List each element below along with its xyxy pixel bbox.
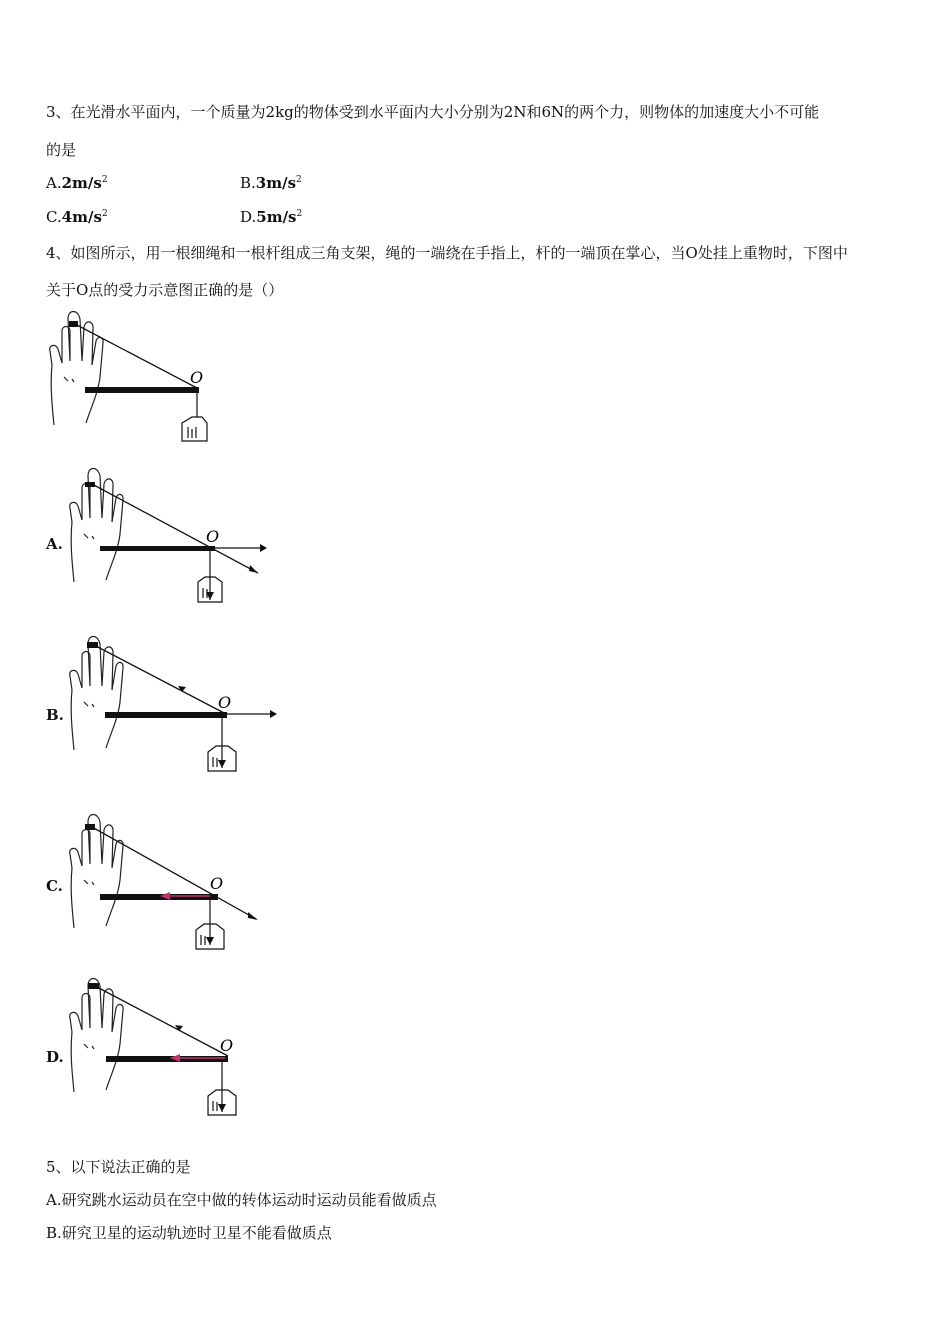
rod-bar [106, 1056, 228, 1062]
option-sup: 2 [101, 209, 108, 219]
rod-bar [105, 712, 227, 718]
o-point-label: O [220, 1036, 234, 1055]
q3-stem-line2: 的是 [46, 141, 77, 159]
option-label: D. [240, 208, 257, 226]
rod-bar [100, 546, 215, 551]
hand-illustration [70, 637, 123, 751]
q4-option-c-figure [60, 808, 280, 953]
q4-option-d-label: D. [46, 1048, 64, 1066]
hand-illustration [50, 312, 103, 426]
option-label: B. [240, 174, 256, 192]
o-point-label: O [218, 693, 232, 712]
q4-option-c-label: C. [46, 877, 63, 895]
option-value: 2m/s [61, 174, 102, 192]
q4-stem-line2: 关于O点的受力示意图正确的是（） [46, 281, 284, 299]
rope-line [92, 484, 258, 573]
q4-option-b-figure [60, 630, 290, 775]
q5-option-b: B.研究卫星的运动轨迹时卫星不能看做质点 [46, 1224, 332, 1242]
hand-illustration [70, 469, 123, 583]
q3-option-c [46, 208, 108, 226]
rod-bar [100, 894, 218, 900]
o-point-label: O [190, 368, 204, 387]
q4-option-d-figure [60, 972, 280, 1122]
rope-line [92, 827, 256, 919]
o-point-label: O [210, 874, 224, 893]
q3-option-a [46, 174, 108, 192]
weight-icon [182, 417, 207, 441]
option-value: 3m/s [255, 174, 297, 192]
q4-stem-line1: 4、如图所示，用一根细绳和一根杆组成三角支架，绳的一端绕在手指上，杆的一端顶在掌心，当O处挂上重物时，下图中 [46, 244, 848, 262]
option-value: 4m/s [61, 208, 102, 226]
q5-option-a: A.研究跳水运动员在空中做的转体运动时运动员能看做质点 [46, 1191, 437, 1209]
option-label: A. [46, 174, 62, 192]
option-sup: 2 [101, 175, 108, 185]
q4-option-a-label: A. [46, 535, 63, 553]
o-point-label: O [206, 527, 220, 546]
q5-stem: 5、以下说法正确的是 [46, 1158, 191, 1176]
fingertip-marker [69, 321, 78, 327]
rod-bar [85, 387, 199, 393]
option-sup: 2 [296, 209, 303, 219]
rope-line [95, 986, 228, 1056]
option-sup: 2 [296, 175, 302, 185]
q3-option-d [240, 208, 302, 226]
q3-option-b [240, 174, 302, 192]
q4-main-figure [40, 305, 240, 450]
hand-illustration [70, 815, 123, 929]
option-value: 5m/s [256, 208, 297, 226]
q4-option-b-label: B. [46, 706, 64, 724]
q3-stem-line1: 3、在光滑水平面内，一个质量为2kg的物体受到水平面内大小分别为2N和6N的两个力，则物体的加速度大小不可能 [46, 103, 820, 121]
hand-illustration [70, 979, 123, 1093]
q4-option-a-figure [60, 462, 280, 607]
option-label: C. [46, 208, 62, 226]
